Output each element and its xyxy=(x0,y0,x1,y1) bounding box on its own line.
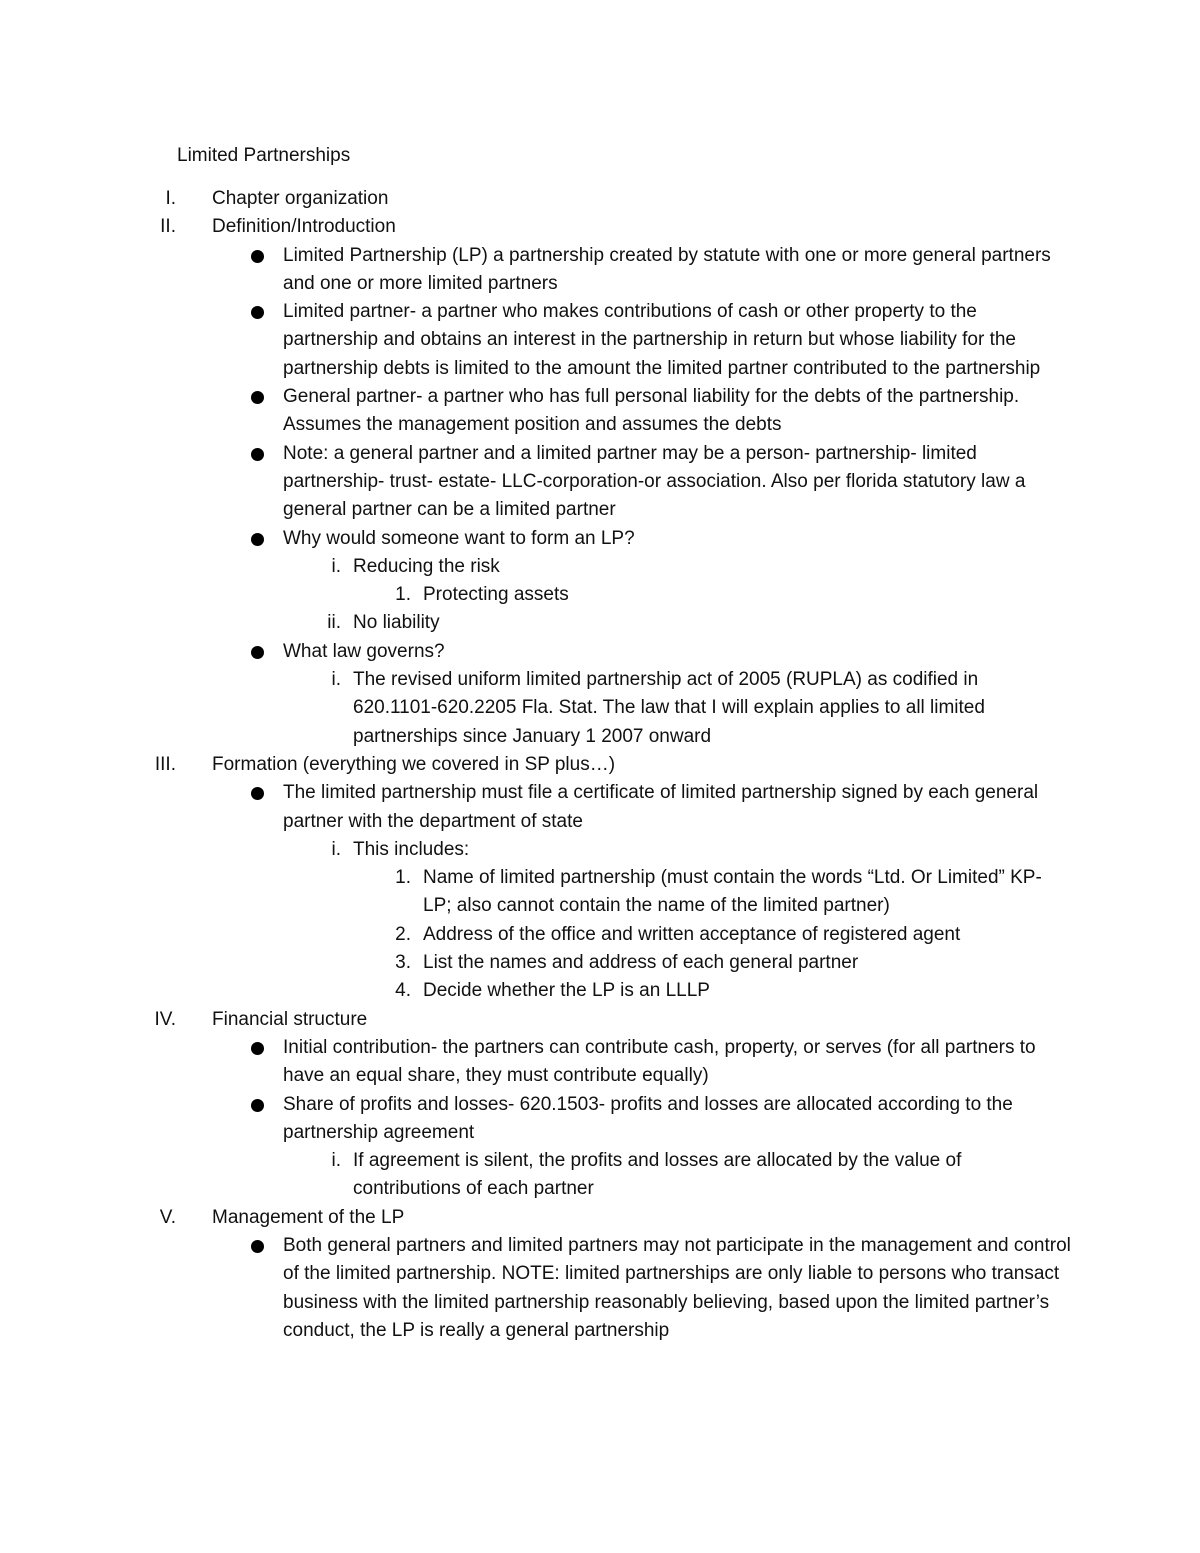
section-title: Formation (everything we covered in SP plus…) xyxy=(212,753,616,775)
bullet-item xyxy=(283,638,1073,666)
bullet-item xyxy=(283,779,1073,836)
numbered-item-marker: 1. xyxy=(395,584,411,606)
bullet-text: Initial contribution- the partners can contribute cash, property, or serves (for all partners to have an equal share, they must contribute equally) xyxy=(283,1036,1036,1087)
numbered-item xyxy=(395,977,1063,1005)
section-heading xyxy=(0,213,1200,241)
sub-item xyxy=(331,836,1053,864)
bullet-dot-icon xyxy=(251,646,264,659)
sub-item-marker: i. xyxy=(331,1150,341,1172)
numbered-item xyxy=(395,921,1063,949)
section-title: Management of the LP xyxy=(212,1206,405,1228)
sub-item-marker: i. xyxy=(331,838,341,860)
bullet-text: Limited partner- a partner who makes contributions of cash or other property to the partnership and obtains an interest in the partnership in return but whose liability for the partnership debts is limited to the amount the limited partner contributed to the partnership xyxy=(283,301,1041,379)
bullet-text: General partner- a partner who has full personal liability for the debts of the partnership. Assumes the management position and assumes the debts xyxy=(283,386,1020,436)
numbered-item-text: Decide whether the LP is an LLLP xyxy=(423,980,710,1002)
numbered-item-marker: 3. xyxy=(395,952,411,974)
numbered-item-text: Name of limited partnership (must contain the words “Ltd. Or Limited” KP- LP; also cannot contain the name of the limited partner) xyxy=(423,867,1042,917)
sub-item-marker: i. xyxy=(331,555,341,577)
bullet-item xyxy=(283,1034,1073,1091)
bullet-item xyxy=(283,298,1073,383)
sub-item-marker: ii. xyxy=(327,612,341,634)
bullet-text: What law governs? xyxy=(283,640,445,662)
section-heading xyxy=(0,751,1200,779)
outline-section xyxy=(0,751,1200,1006)
bullet-text: The limited partnership must file a certificate of limited partnership signed by each general partner with the department of state xyxy=(283,782,1039,832)
numbered-item-text: Address of the office and written acceptance of registered agent xyxy=(423,923,961,945)
sub-item-text: The revised uniform limited partnership act of 2005 (RUPLA) as codified in 620.1101-620.2205 Fla. Stat. The law that I will explain applies to all limited partnerships since January 1 2007 onward xyxy=(353,669,985,747)
numbered-item-marker: 4. xyxy=(395,980,411,1002)
numbered-item xyxy=(395,949,1063,977)
sub-item-text: If agreement is silent, the profits and losses are allocated by the value of contributions of each partner xyxy=(353,1150,962,1200)
bullet-dot-icon xyxy=(251,306,264,319)
bullet-text: Limited Partnership (LP) a partnership created by statute with one or more general partners and one or more limited partners xyxy=(283,244,1051,294)
numbered-item-marker: 1. xyxy=(395,867,411,889)
bullet-item xyxy=(283,383,1073,440)
bullet-item xyxy=(283,440,1073,525)
bullet-item xyxy=(283,242,1073,299)
outline-section xyxy=(0,1204,1200,1345)
bullet-dot-icon xyxy=(251,1042,264,1055)
section-title: Financial structure xyxy=(212,1008,368,1030)
numbered-item xyxy=(395,581,1063,609)
bullet-dot-icon xyxy=(251,533,264,546)
section-numeral: V. xyxy=(159,1206,176,1228)
bullet-dot-icon xyxy=(251,250,264,263)
numbered-item-text: Protecting assets xyxy=(423,584,569,606)
bullet-item xyxy=(283,1091,1073,1148)
outline-section xyxy=(0,213,1200,751)
section-heading xyxy=(0,1006,1200,1034)
outline-section xyxy=(0,1006,1200,1204)
section-numeral: III. xyxy=(154,753,176,775)
bullet-dot-icon xyxy=(251,1099,264,1112)
bullet-text: Both general partners and limited partners may not participate in the management and control of the limited partnership. NOTE: limited partnerships are only liable to persons who transact business with the limited partnership reasonably believing, based upon the limited partner’s conduct, the LP is really a general partnership xyxy=(283,1234,1071,1341)
bullet-text: Note: a general partner and a limited partner may be a person- partnership- limited partnership- trust- estate- LLC-corporation-or association. Also per florida statutory law a general partner can be a limited partner xyxy=(283,442,1026,521)
outline-list xyxy=(0,185,1200,1345)
outline-section xyxy=(0,185,1200,213)
bullet-dot-icon xyxy=(251,1240,264,1253)
bullet-dot-icon xyxy=(251,787,264,800)
bullet-item xyxy=(283,1232,1073,1345)
sub-item xyxy=(331,1147,1053,1204)
numbered-item xyxy=(395,864,1063,921)
sub-item xyxy=(331,666,1053,751)
section-numeral: IV. xyxy=(154,1008,176,1030)
section-numeral: I. xyxy=(165,188,176,209)
section-title: Chapter organization xyxy=(212,188,389,209)
sub-item xyxy=(327,609,1053,637)
bullet-text: Share of profits and losses- 620.1503- profits and losses are allocated according to the partnership agreement xyxy=(283,1093,1013,1143)
sub-item-text: Reducing the risk xyxy=(353,555,500,577)
bullet-item xyxy=(283,525,1073,553)
numbered-item-marker: 2. xyxy=(395,923,411,945)
sub-item-marker: i. xyxy=(331,669,341,691)
sub-item-text: No liability xyxy=(353,612,440,634)
numbered-item-text: List the names and address of each general partner xyxy=(423,952,859,974)
section-numeral: II. xyxy=(160,216,176,238)
section-heading xyxy=(0,1204,1200,1232)
page-title: Limited Partnerships xyxy=(177,145,351,166)
bullet-dot-icon xyxy=(251,391,264,404)
section-heading xyxy=(0,185,1200,213)
section-title: Definition/Introduction xyxy=(212,216,396,238)
bullet-dot-icon xyxy=(251,448,264,461)
bullet-text: Why would someone want to form an LP? xyxy=(283,527,635,549)
sub-item xyxy=(331,553,1053,581)
sub-item-text: This includes: xyxy=(353,838,470,860)
